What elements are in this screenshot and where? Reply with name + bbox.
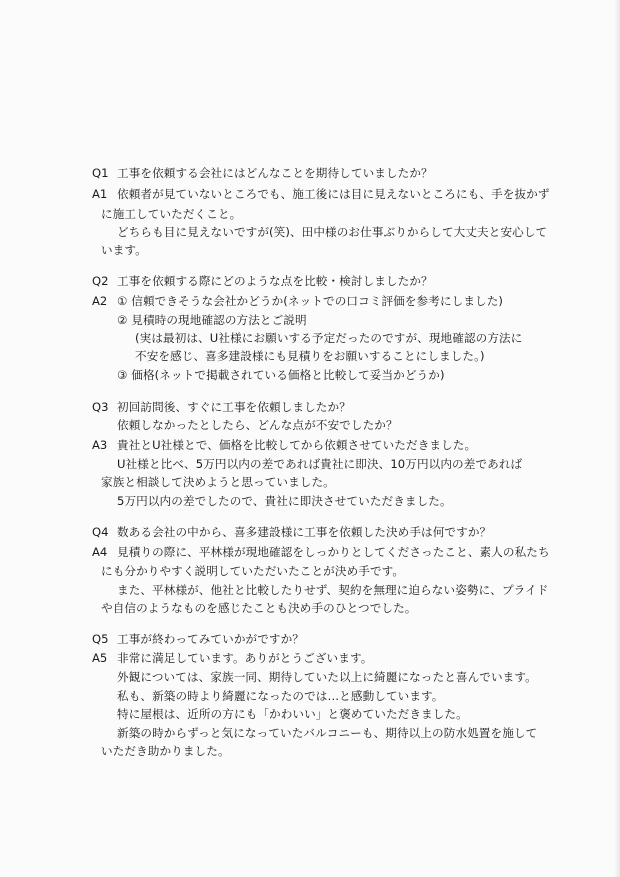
a2-line: ② 見積時の現地確認の方法とご説明 <box>117 313 307 327</box>
q4-question: 数ある会社の中から、喜多建設様に工事を依頼した決め手は何ですか？ <box>117 525 492 539</box>
q3-question: 依頼しなかったとしたら、どんな点が不安でしたか？ <box>117 418 398 432</box>
a4-line: や自信のようなものを感じたことも決め手のひとつでした。 <box>101 601 417 615</box>
a1-line: どちらも目に見えないですが(笑)、田中様のお仕事ぶりからして大丈夫と安心して <box>117 225 548 239</box>
a2-line: ① 信頼できそうな会社かどうか(ネットでの口コミ評価を参考にしました) <box>117 294 504 308</box>
a2-line: ③ 価格(ネットで掲載されている価格と比較して妥当かどうか) <box>117 368 445 382</box>
a5-line: 特に屋根は、近所の方にも「かわいい」と褒めていただきました。 <box>117 707 468 721</box>
a4-line: にも分かりやすく説明していただいたことが決め手です。 <box>101 564 405 578</box>
a3-line: U社様と比べ、5万円以内の差であれば貴社に即決、10万円以内の差であれば <box>117 457 523 471</box>
scan-shadow <box>614 0 620 877</box>
a1-line: 依頼者が見ていないところでも、施工後には目に見えないところにも、手を抜かず <box>117 187 550 201</box>
a1-line: います。 <box>101 243 147 257</box>
q2-label: Q2 <box>92 274 109 288</box>
q5-question: 工事が終わってみていかがですか？ <box>117 632 304 646</box>
q1-question: 工事を依頼する会社にはどんなことを期待していましたか？ <box>117 166 433 180</box>
a4-label: A4 <box>92 545 108 559</box>
a4-line: また、平林様が、他社と比較したりせず、契約を無理に迫らない姿勢に、プライド <box>117 583 549 597</box>
a5-line: 私も、新築の時より綺麗になったのでは…と感動しています。 <box>117 689 444 703</box>
a5-line: 外観については、家族一同、期待していた以上に綺麗になったと喜んでいます。 <box>117 670 537 684</box>
q4-label: Q4 <box>92 525 109 539</box>
q1-label: Q1 <box>92 166 109 180</box>
a5-line: いただき助かりました。 <box>101 744 230 758</box>
a2-line: (実は最初は、U社様にお願いする予定だったのですが、現地確認の方法に <box>135 331 523 345</box>
a5-label: A5 <box>92 651 108 665</box>
a2-line: 不安を感じ、喜多建設様にも見積りをお願いすることにしました。) <box>135 349 485 363</box>
a3-line: 5万円以内の差でしたので、貴社に即決させていただきました。 <box>117 494 452 508</box>
q2-question: 工事を依頼する際にどのような点を比較・検討しましたか？ <box>117 274 433 288</box>
q3-label: Q3 <box>92 400 109 414</box>
a2-label: A2 <box>92 294 108 308</box>
a4-line: 見積りの際に、平林様が現地確認をしっかりとしてくださったこと、素人の私たち <box>117 545 550 559</box>
q3-question: 初回訪問後、すぐに工事を依頼しましたか？ <box>117 400 351 414</box>
a1-line: に施工していただくこと。 <box>101 207 242 221</box>
a5-line: 新築の時からずっと気になっていたバルコニーも、期待以上の防水処置を施して <box>117 726 538 740</box>
a3-label: A3 <box>92 438 108 452</box>
a5-line: 非常に満足しています。ありがとうございます。 <box>117 651 373 665</box>
a3-line: 家族と相談して決めようと思っていました。 <box>101 475 335 489</box>
a1-label: A1 <box>92 187 108 201</box>
q5-label: Q5 <box>92 632 109 646</box>
a3-line: 貴社とU社様とで、価格を比較してから依頼させていただきました。 <box>117 438 477 452</box>
